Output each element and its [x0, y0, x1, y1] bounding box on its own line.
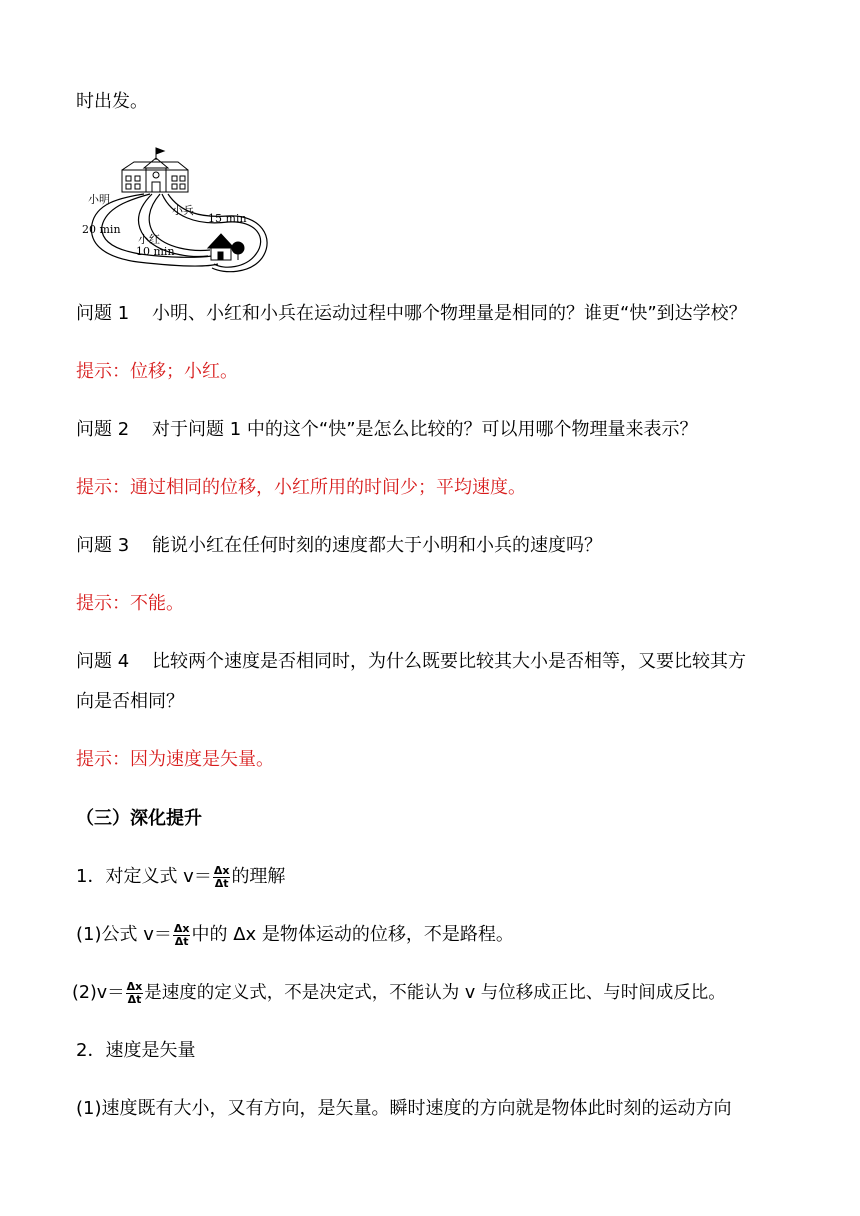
- fraction-denominator: Δt: [214, 876, 229, 890]
- school-icon: [122, 148, 188, 192]
- answer-4: 提示：因为速度是矢量。: [76, 749, 274, 770]
- item-2: 2．速度是矢量: [76, 1040, 196, 1061]
- item-2-1: (1)速度既有大小，又有方向，是矢量。瞬时速度的方向就是物体此时刻的运动方向: [76, 1098, 732, 1119]
- question-label: 问题 3: [76, 535, 130, 556]
- answer-1: 提示：位移；小红。: [76, 361, 238, 382]
- fraction-dx-dt: [126, 981, 144, 1006]
- question-3: [76, 533, 602, 559]
- top-text: 时出发。: [76, 91, 148, 112]
- question-4: [76, 649, 746, 675]
- item-1-1: [76, 922, 514, 948]
- item-1: [76, 864, 285, 890]
- label-xiaoming-time: 20 min: [82, 223, 121, 236]
- question-2: [76, 417, 698, 443]
- item-prefix: (2)v＝: [72, 983, 125, 1003]
- fraction-dx-dt: [213, 865, 231, 890]
- item-suffix: 是速度的定义式，不是决定式，不能认为 v 与位移成正比、与时间成反比。: [144, 983, 726, 1003]
- item-prefix: (1)公式 v＝: [76, 924, 172, 945]
- question-label: 问题 2: [76, 419, 130, 440]
- label-xiaohong-time: 10 min: [136, 245, 175, 258]
- fraction-numerator: Δx: [173, 921, 190, 935]
- route-diagram: [78, 146, 278, 288]
- label-xiaobing-time: 15 min: [208, 212, 247, 225]
- question-text: 小明、小红和小兵在运动过程中哪个物理量是相同的？谁更“快”到达学校？: [152, 303, 747, 324]
- route-illustration: [78, 146, 278, 288]
- label-xiaohong: 小红: [138, 233, 160, 246]
- question-label: 问题 4: [76, 651, 130, 672]
- question-text: 对于问题 1 中的这个“快”是怎么比较的？可以用哪个物理量来表示？: [152, 419, 698, 440]
- question-1: [76, 301, 747, 327]
- item-1-2: [72, 980, 726, 1006]
- question-text: 能说小红在任何时刻的速度都大于小明和小兵的速度吗？: [152, 535, 602, 556]
- item-suffix: 中的 Δx 是物体运动的位移，不是路程。: [191, 924, 514, 945]
- label-xiaobing: 小兵: [172, 204, 194, 217]
- answer-2: 提示：通过相同的位移，小红所用的时间少；平均速度。: [76, 477, 526, 498]
- fraction-numerator: Δx: [126, 979, 143, 993]
- section-heading: （三）深化提升: [76, 808, 202, 829]
- item-prefix: 1．对定义式 v＝: [76, 866, 212, 887]
- fraction-numerator: Δx: [213, 863, 230, 877]
- answer-3: 提示：不能。: [76, 593, 184, 614]
- house-icon: [208, 234, 244, 260]
- fraction-dx-dt: [173, 923, 191, 948]
- question-4-continued: 向是否相同？: [76, 691, 184, 712]
- question-text: 比较两个速度是否相同时，为什么既要比较其大小是否相等，又要比较其方: [152, 651, 746, 672]
- fraction-denominator: Δt: [127, 992, 142, 1006]
- label-xiaoming: 小明: [88, 193, 110, 206]
- question-label: 问题 1: [76, 303, 130, 324]
- fraction-denominator: Δt: [174, 934, 189, 948]
- item-suffix: 的理解: [231, 866, 286, 887]
